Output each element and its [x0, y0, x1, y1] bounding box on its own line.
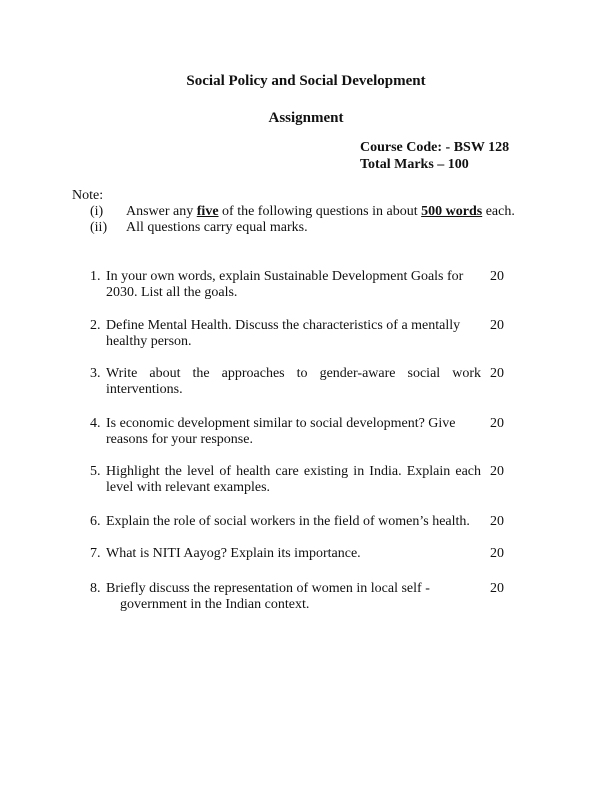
question-marks: 20 — [490, 546, 504, 561]
question-line: Highlight the level of health care existing in India. Explain each — [106, 464, 481, 479]
course-code: Course Code: - BSW 128 — [360, 140, 510, 155]
question-item — [90, 514, 490, 530]
question-text — [106, 318, 481, 350]
question-marks: 20 — [490, 318, 504, 333]
question-line: reasons for your response. — [106, 432, 253, 447]
question-number: 1. — [90, 269, 101, 284]
note-text-segment: each. — [482, 204, 515, 219]
question-number: 4. — [90, 416, 101, 431]
question-number: 7. — [90, 546, 101, 561]
note-text-segment: of the following questions in about — [218, 204, 422, 219]
question-number: 8. — [90, 581, 101, 596]
note-item-text — [126, 204, 515, 220]
document-title: Social Policy and Social Development — [186, 73, 426, 89]
note-text-segment: Answer any — [126, 204, 197, 219]
question-item — [90, 581, 490, 613]
note-item-text: All questions carry equal marks. — [126, 220, 308, 235]
question-marks: 20 — [490, 269, 504, 284]
question-line: Explain the role of social workers in the field of women’s health. — [106, 514, 470, 529]
question-item — [90, 464, 490, 496]
question-number: 3. — [90, 366, 101, 381]
question-text — [106, 514, 481, 530]
question-item — [90, 416, 490, 448]
question-line: healthy person. — [106, 334, 192, 349]
question-item — [90, 318, 490, 350]
question-line: Briefly discuss the representation of women in local self - — [106, 581, 430, 596]
note-label: Note: — [72, 188, 104, 203]
question-text — [106, 581, 481, 613]
question-line: In your own words, explain Sustainable Development Goals for — [106, 269, 464, 284]
note-emphasis-word-count: 500 words — [421, 204, 483, 219]
question-line: 2030. List all the goals. — [106, 285, 238, 300]
question-marks: 20 — [490, 464, 504, 479]
question-item — [90, 366, 490, 398]
question-item — [90, 546, 490, 562]
note-emphasis-five: five — [196, 204, 219, 219]
question-line: What is NITI Aayog? Explain its importance. — [106, 546, 361, 561]
question-number: 5. — [90, 464, 101, 479]
question-marks: 20 — [490, 416, 504, 431]
question-text — [106, 269, 481, 301]
question-marks: 20 — [490, 514, 504, 529]
question-line: Write about the approaches to gender-aware social work — [106, 366, 481, 381]
question-number: 2. — [90, 318, 101, 333]
course-info — [360, 139, 509, 173]
note-item-number: (i) — [90, 204, 104, 219]
question-marks: 20 — [490, 581, 504, 596]
question-line: Is economic development similar to social development? Give — [106, 416, 456, 431]
question-line: level with relevant examples. — [106, 480, 271, 495]
total-marks: Total Marks – 100 — [360, 157, 469, 172]
question-line: government in the Indian context. — [120, 597, 310, 612]
note-item-number: (ii) — [90, 220, 108, 235]
question-text — [106, 546, 481, 562]
question-text — [106, 464, 481, 496]
question-text — [106, 366, 481, 398]
question-marks: 20 — [490, 366, 504, 381]
question-text — [106, 416, 481, 448]
question-line: Define Mental Health. Discuss the characteristics of a mentally — [106, 318, 461, 333]
document-subtitle: Assignment — [268, 110, 344, 126]
question-item — [90, 269, 490, 301]
question-line: interventions. — [106, 382, 183, 397]
question-number: 6. — [90, 514, 101, 529]
